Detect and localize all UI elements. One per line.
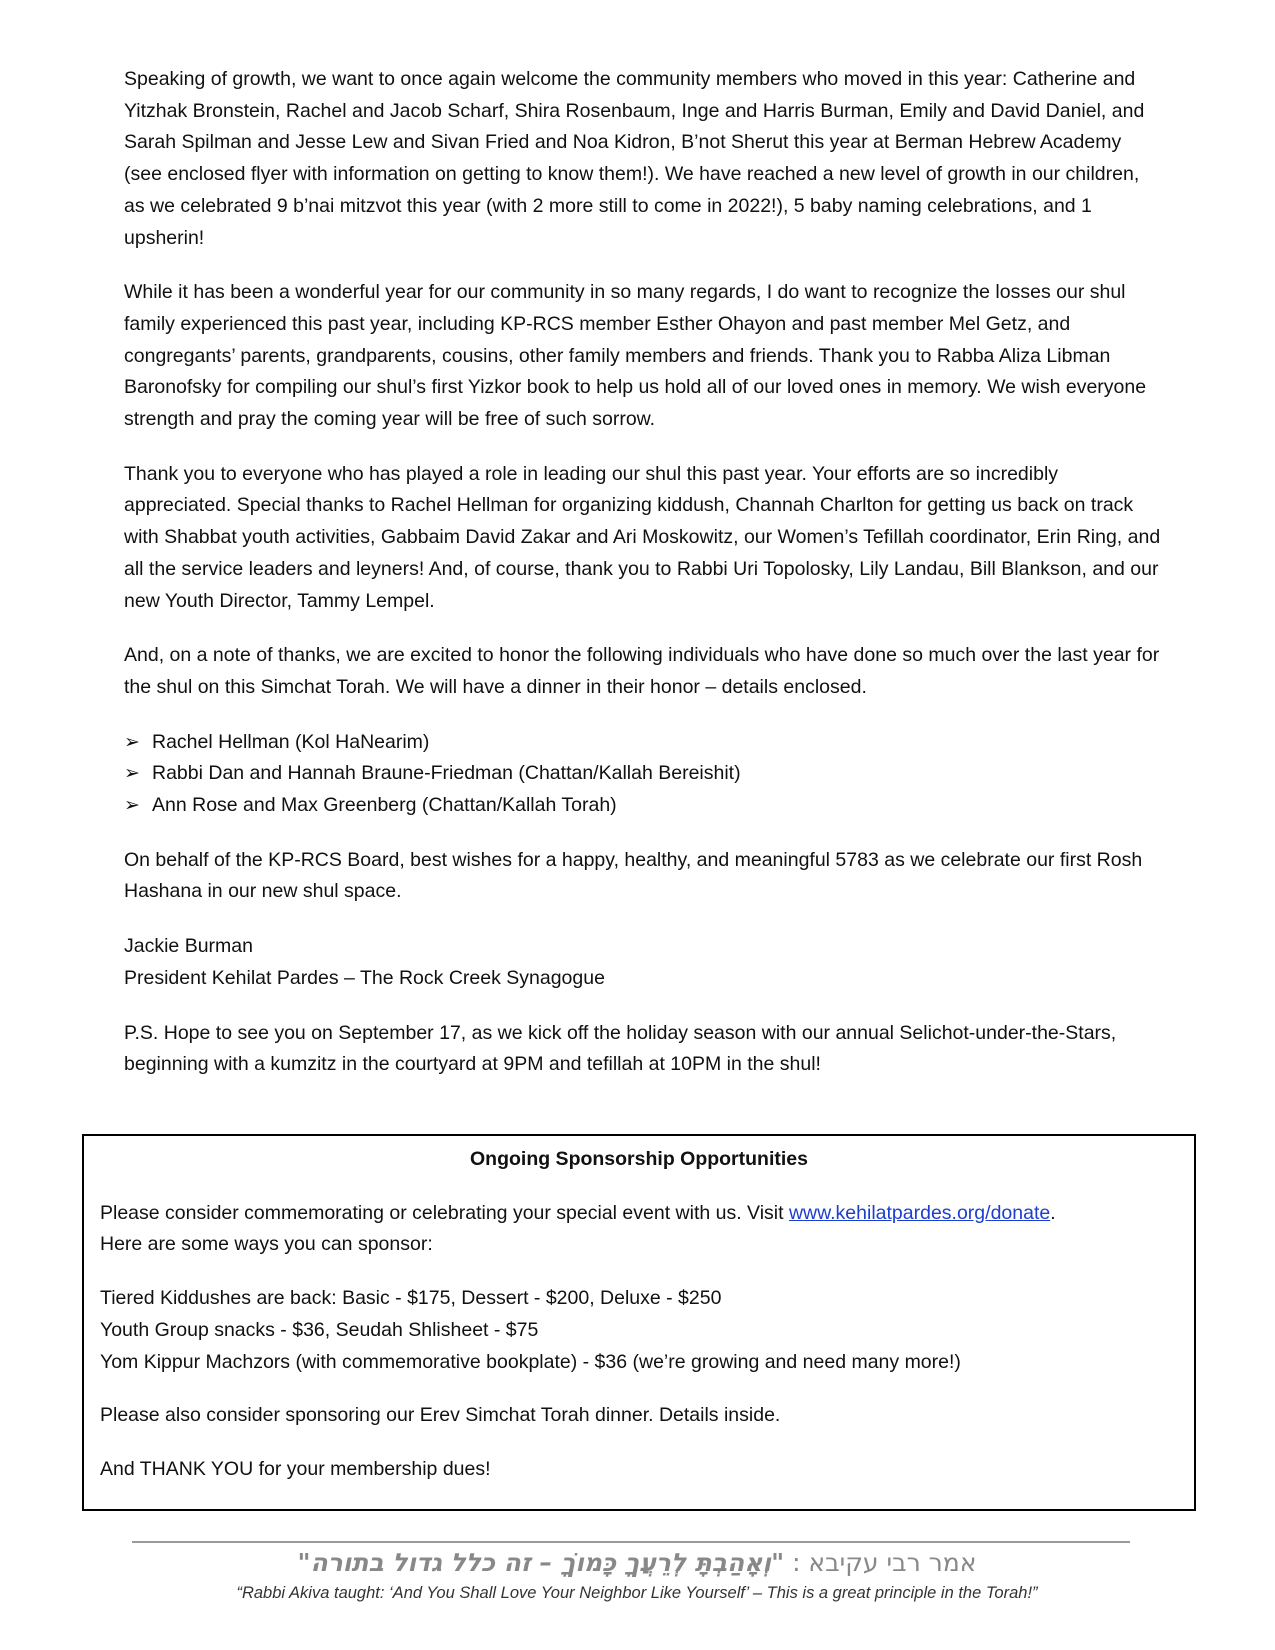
honoree-name: Rachel Hellman (Kol HaNearim) <box>152 730 430 753</box>
signature-title: President Kehilat Pardes – The Rock Creek Synagogue <box>124 966 605 989</box>
honoree-list <box>124 727 1164 822</box>
paragraph-thanks: Thank you to everyone who has played a role in leading our shul this past year. Your efforts are so incredibly appreciated. Special thanks to Rachel Hellman for organizing kiddush, Channah Charlton for getting us back on track with Shabbat youth activities, Gabbaim David Zakar and Ari Moskowitz, our Women’s Tefillah coordinator, Erin Ring, and all the service leaders and leyners! And, of course, thank you to Rabbi Uri Topolosky, Lily Landau, Bill Blankson, and our new Youth Director, Tammy Lempel. <box>124 462 1161 612</box>
footer-divider <box>132 1541 1130 1543</box>
membership-thanks: And THANK YOU for your membership dues! <box>100 1457 491 1480</box>
honoree-name: Ann Rose and Max Greenberg (Chattan/Kallah Torah) <box>152 794 617 817</box>
paragraph-losses: While it has been a wonderful year for our community in so many regards, I do want to recognize the losses our shul family experienced this past year, including KP-RCS member Esther Ohayon and past member Mel Getz, and congregants’ parents, grandparents, cousins, other family members and friends. Thank you to Rabba Aliza Libman Baronofsky for compiling our shul’s first Yizkor book to help us hold all of our loved ones in memory. We wish everyone strength and pray the coming year will be free of such sorrow. <box>124 281 1147 431</box>
arrow-bullet-icon: ➢ <box>124 731 140 753</box>
honoree-name: Rabbi Dan and Hannah Braune-Friedman (Chattan/Kallah Bereishit) <box>152 762 741 785</box>
arrow-bullet-icon: ➢ <box>124 763 140 785</box>
sponsorship-box <box>82 1134 1196 1511</box>
sponsorship-options <box>100 1283 1178 1378</box>
paragraph-postscript: P.S. Hope to see you on September 17, as we kick off the holiday season with our annual Selichot-under-the-Stars, beginning with a kumzitz in the courtyard at 9PM and tefillah at 10PM in the shul! <box>124 1021 1117 1076</box>
signature-name: Jackie Burman <box>124 935 253 958</box>
paragraph-closing: On behalf of the KP-RCS Board, best wishes for a happy, healthy, and meaningful 5783 as we celebrate our first Rosh Hashana in our new shul space. <box>124 848 1143 903</box>
signature-block <box>124 931 1164 994</box>
list-item <box>124 727 1164 759</box>
arrow-bullet-icon: ➢ <box>124 795 140 817</box>
dinner-note: Please also consider sponsoring our Erev Simchat Torah dinner. Details inside. <box>100 1404 781 1427</box>
list-item <box>124 790 1164 822</box>
list-item <box>124 758 1164 790</box>
intro-text: Please consider commemorating or celebrating your special event with us. Visit www.kehilatpardes.org/donate. <box>100 1201 1056 1224</box>
letter-body <box>124 64 1164 1104</box>
sponsor-option: Youth Group snacks - $36, Seudah Shlisheet - $75 <box>100 1318 539 1341</box>
footer-hebrew-quote <box>132 1546 1142 1580</box>
footer-english-quote: “Rabbi Akiva taught: ‘And You Shall Love Your Neighbor Like Yourself’ – This is a great principle in the Torah!” <box>236 1584 1038 1602</box>
paragraph-welcome: Speaking of growth, we want to once again welcome the community members who moved in this year: Catherine and Yitzhak Bronstein, Rachel and Jacob Scharf, Shira Rosenbaum, Inge and Harris Burman, Emily and David Daniel, and Sarah Spilman and Jesse Lew and Sivan Fried and Noa Kidron, B’not Sherut this year at Berman Hebrew Academy (see enclosed flyer with information on getting to know them!). We have reached a new level of growth in our children, as we celebrated 9 b’nai mitzvot this year (with 2 more still to come in 2022!), 5 baby naming celebrations, and 1 upsherin! <box>124 68 1145 249</box>
hebrew-verse: "וְאָהַבְתָּ לְרֵעֲךָ כָּמוֹךָ – זה כלל גדול בתורה" <box>297 1548 785 1577</box>
paragraph-honor: And, on a note of thanks, we are excited to honor the following individuals who have done so much over the last year for the shul on this Simchat Torah. We will have a dinner in their honor – details enclosed. <box>124 644 1160 698</box>
sponsorship-title: Ongoing Sponsorship Opportunities <box>470 1148 808 1170</box>
intro-line2: Here are some ways you can sponsor: <box>100 1233 433 1256</box>
sponsor-option: Yom Kippur Machzors (with commemorative bookplate) - $36 (we’re growing and need many more!) <box>100 1350 961 1373</box>
sponsorship-intro <box>100 1198 1178 1261</box>
donate-link[interactable]: www.kehilatpardes.org/donate <box>788 1201 1051 1224</box>
hebrew-prefix: אמר רבי עקיבא : <box>792 1548 977 1577</box>
sponsor-option: Tiered Kiddushes are back: Basic - $175, Dessert - $200, Deluxe - $250 <box>100 1287 722 1310</box>
